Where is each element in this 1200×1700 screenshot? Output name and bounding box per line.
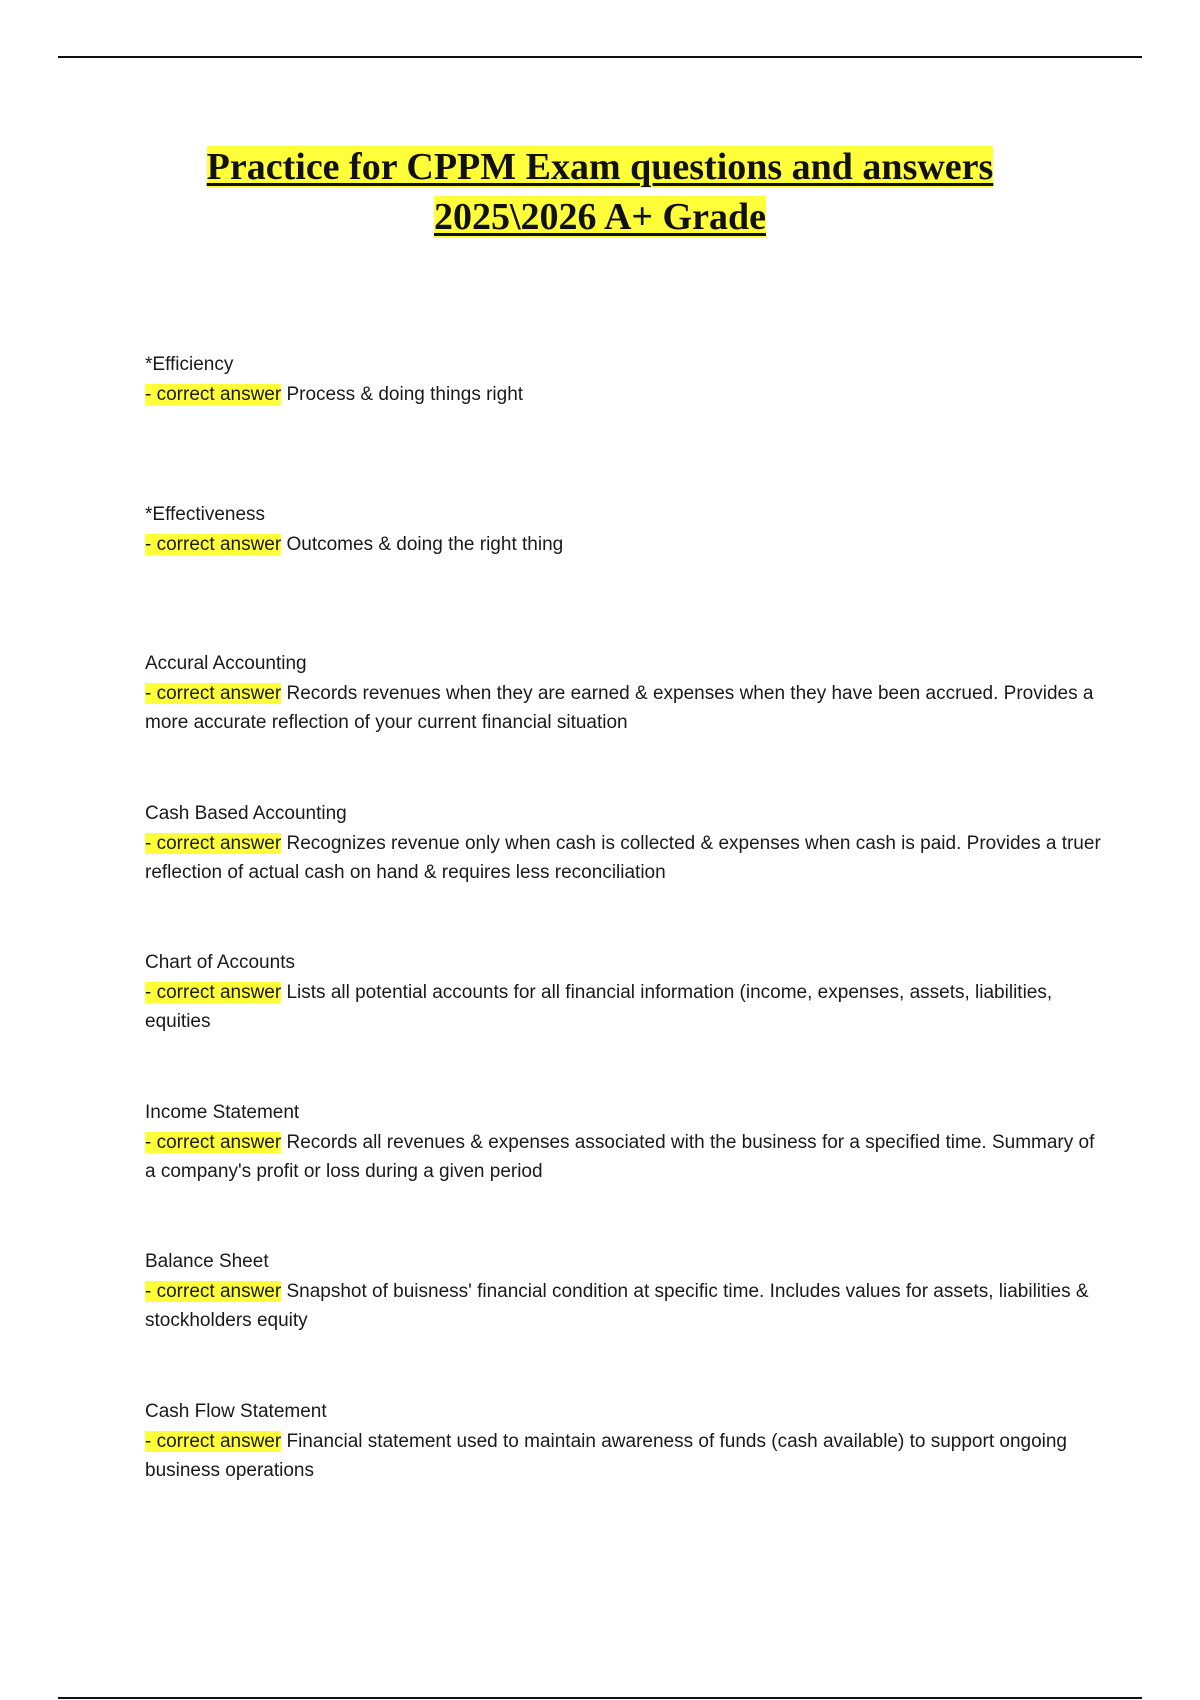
term: *Efficiency bbox=[145, 354, 234, 375]
answer bbox=[145, 1427, 1105, 1485]
qa-item bbox=[145, 500, 1105, 650]
answer-text: Recognizes revenue only when cash is collected & expenses when cash is paid. Provides a truer reflection of actual cash on hand & requires less reconciliation bbox=[145, 832, 1101, 883]
document-title bbox=[0, 142, 1200, 242]
title-line-2: 2025\2026 A+ Grade bbox=[434, 196, 766, 238]
qa-item bbox=[145, 649, 1105, 799]
answer-text: Records all revenues & expenses associated with the business for a specified time. Summary of a company's profit or loss during a given period bbox=[145, 1131, 1095, 1182]
term: Cash Based Accounting bbox=[145, 802, 347, 824]
term: Balance Sheet bbox=[145, 1251, 269, 1272]
answer-label: - correct answer bbox=[145, 1131, 282, 1153]
qa-item bbox=[145, 1098, 1105, 1248]
answer-text: Outcomes & doing the right thing bbox=[286, 533, 564, 555]
term: Chart of Accounts bbox=[145, 952, 295, 973]
answer-label: - correct answer bbox=[145, 533, 282, 555]
qa-item bbox=[145, 1247, 1105, 1397]
answer-label: - correct answer bbox=[145, 832, 282, 854]
term: Cash Flow Statement bbox=[145, 1400, 327, 1422]
qa-list bbox=[145, 350, 1105, 1546]
title-line-1: Practice for CPPM Exam questions and answers bbox=[206, 146, 994, 188]
top-rule bbox=[58, 56, 1142, 58]
answer-text: Snapshot of buisness' financial condition at specific time. Includes values for assets, liabilities & stockholders equity bbox=[145, 1281, 1089, 1331]
term: *Effectiveness bbox=[145, 503, 266, 525]
answer-text: Process & doing things right bbox=[286, 384, 524, 405]
answer-text: Financial statement used to maintain awareness of funds (cash available) to support ongoing business operations bbox=[145, 1430, 1067, 1481]
qa-item bbox=[145, 948, 1105, 1098]
answer-text: Lists all potential accounts for all financial information (income, expenses, assets, liabilities, equities bbox=[145, 982, 1053, 1032]
answer-label: - correct answer bbox=[145, 982, 282, 1003]
bottom-rule bbox=[58, 1697, 1142, 1699]
term: Income Statement bbox=[145, 1101, 300, 1123]
answer bbox=[145, 978, 1105, 1036]
answer-label: - correct answer bbox=[145, 384, 282, 405]
answer bbox=[145, 530, 1105, 559]
answer bbox=[145, 829, 1105, 887]
term: Accural Accounting bbox=[145, 653, 307, 674]
answer-label: - correct answer bbox=[145, 1430, 282, 1452]
answer bbox=[145, 380, 1105, 409]
answer bbox=[145, 1128, 1105, 1186]
qa-item bbox=[145, 1397, 1105, 1547]
qa-item bbox=[145, 350, 1105, 500]
answer bbox=[145, 679, 1105, 737]
answer-label: - correct answer bbox=[145, 683, 282, 704]
qa-item bbox=[145, 799, 1105, 949]
answer bbox=[145, 1277, 1105, 1335]
answer-text: Records revenues when they are earned & expenses when they have been accrued. Provides a more accurate reflection of your current financial situation bbox=[145, 683, 1094, 733]
answer-label: - correct answer bbox=[145, 1281, 282, 1302]
